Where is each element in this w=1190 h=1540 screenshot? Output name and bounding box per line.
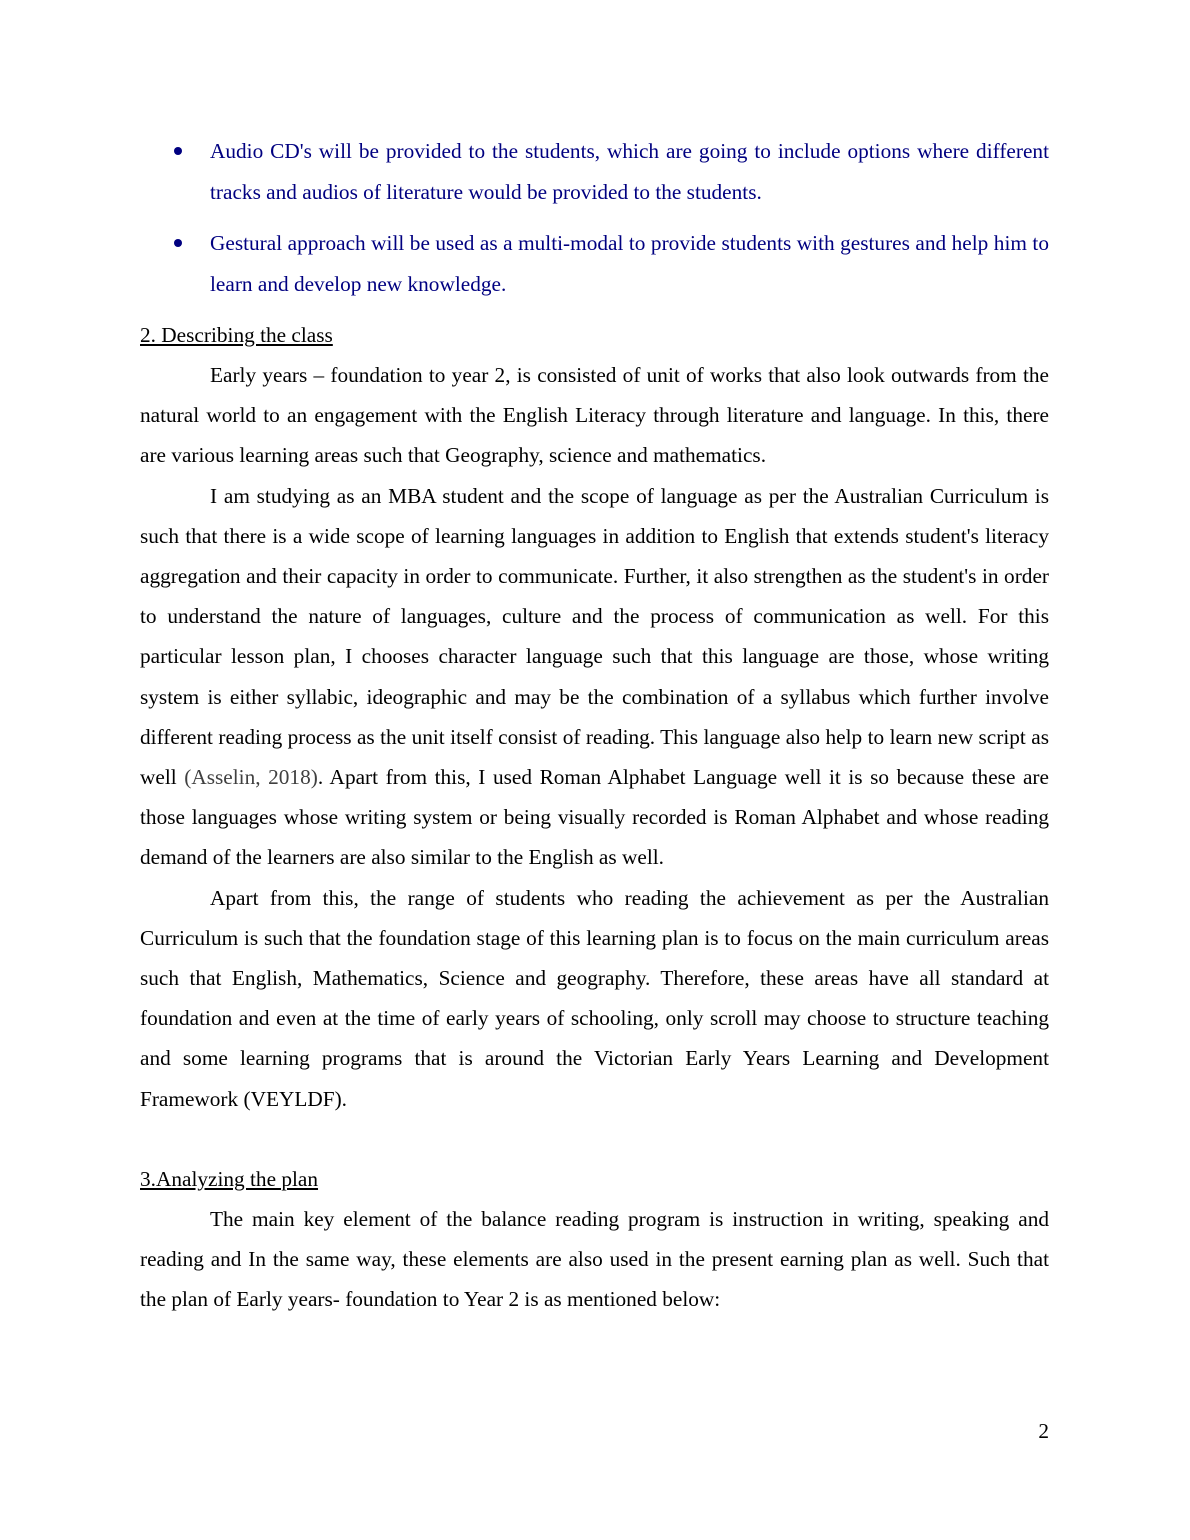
bullet-list <box>140 131 1049 305</box>
bullet-dot-icon <box>174 147 182 155</box>
paragraph-text: . Apart from this, I used Roman Alphabet Language well it is so because these are those languages whose writing system or being visually recorded is Roman Alphabet and whose reading demand of the learners are also similar to the English as well. <box>140 765 1049 870</box>
citation: (Asselin, 2018) <box>184 765 318 790</box>
bullet-text: Audio CD's will be provided to the students, which are going to include options where different tracks and audios of literature would be provided to the students. <box>210 139 1049 204</box>
paragraph-key-element: The main key element of the balance reading program is instruction in writing, speaking and reading and In the same way, these elements are also used in the present earning plan as well. Such that the plan of Early years- foundation to Year 2 is as mentioned below: <box>140 1206 1049 1312</box>
section-heading-describing-class: 2. Describing the class <box>140 323 333 347</box>
paragraph-range-of-students: Apart from this, the range of students who reading the achievement as per the Australian Curriculum is such that the foundation stage of this learning plan is to focus on the main curriculum areas such that English, Mathematics, Science and geography. Therefore, these areas have all standard at foundation and even at the time of early years of schooling, only scroll may choose to structure teaching and some learning programs that is around the Victorian Early Years Learning and Development Framework (VEYLDF). <box>140 885 1049 1111</box>
bullet-text: Gestural approach will be used as a multi-modal to provide students with gestures and help him to learn and develop new knowledge. <box>210 231 1049 296</box>
paragraph-language-scope <box>140 476 1049 878</box>
bullet-dot-icon <box>174 239 182 247</box>
bullet-item-audio-cds <box>140 131 1049 213</box>
paragraph-text: I am studying as an MBA student and the scope of language as per the Australian Curriculum is such that there is a wide scope of learning languages in addition to English that extends student's literacy aggregation and their capacity in order to communicate. Further, it also strengthen as the student's in order to understand the nature of languages, culture and the process of communication as well. For this particular lesson plan, I chooses character language such that this language are those, whose writing system is either syllabic, ideographic and may be the combination of a syllabus which further involve different reading process as the unit itself consist of reading. This language also help to learn new script as well <box>140 483 1049 790</box>
bullet-item-gestural-approach <box>140 223 1049 305</box>
page-number: 2 <box>1038 1419 1049 1443</box>
page-content <box>140 131 1049 1319</box>
section-heading-analyzing-plan: 3.Analyzing the plan <box>140 1166 319 1191</box>
paragraph-early-years: Early years – foundation to year 2, is consisted of unit of works that also look outwards from the natural world to an engagement with the English Literacy through literature and language. In this, there are various learning areas such that Geography, science and mathematics. <box>140 363 1049 468</box>
